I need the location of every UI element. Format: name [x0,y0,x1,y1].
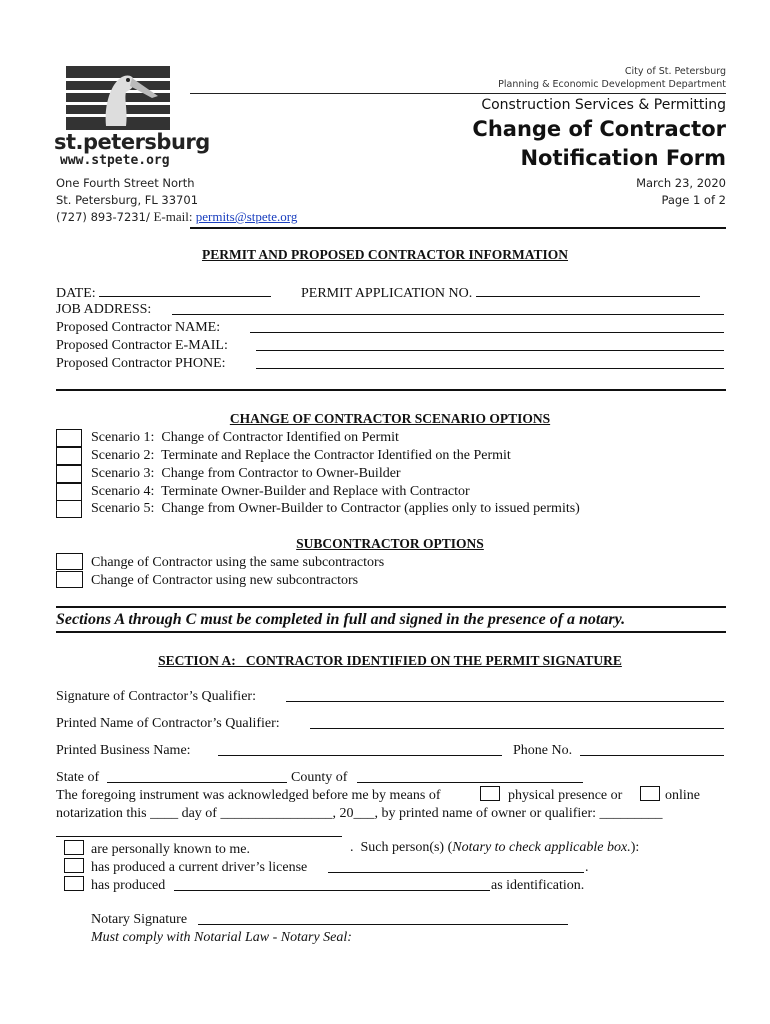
business-phone-label: Phone No. [513,743,573,758]
known-checkbox[interactable] [64,840,84,855]
online-label: online [665,788,700,803]
qualifier-name-field[interactable] [310,716,724,729]
contractor-name-field[interactable] [250,320,724,333]
license-label: has produced a current driver’s license [91,860,308,875]
contractor-phone-field[interactable] [256,356,724,369]
physical-presence-checkbox[interactable] [480,786,500,801]
scenario-3-label: Scenario 3: Change from Contractor to Owner-Builder [91,466,401,481]
department-name: Planning & Economic Development Department [498,79,726,90]
state-label: State of [56,770,100,785]
other-id-label: has produced [91,878,166,893]
physical-presence-label: physical presence or [508,788,623,803]
notarization-text: notarization this ____ day of ________________, 20___, by printed name of owner or qualifier: _________ [56,806,663,821]
scenario-heading: CHANGE OF CONTRACTOR SCENARIO OPTIONS [229,411,551,426]
page-number: Page 1 of 2 [661,193,726,207]
qualifier-name-label: Printed Name of Contractor’s Qualifier: [56,716,280,731]
phone-field-label: Proposed Contractor PHONE: [56,356,226,371]
permit-section-heading: PERMIT AND PROPOSED CONTRACTOR INFORMATION [201,247,569,262]
notary-signature-label: Notary Signature [91,912,188,927]
notary-signature-field[interactable] [198,912,568,925]
scenario-2-checkbox[interactable] [56,447,82,465]
notice-bottom-rule [56,631,726,633]
permit-divider [56,389,726,391]
scenario-4-checkbox[interactable] [56,483,82,501]
permit-no-label: PERMIT APPLICATION NO. [301,286,473,301]
address-line2: St. Petersburg, FL 33701 [56,193,199,207]
known-label: are personally known to me. [91,842,251,857]
date-field[interactable] [99,284,271,297]
business-name-label: Printed Business Name: [56,743,191,758]
state-field[interactable] [107,770,287,783]
qualifier-signature-label: Signature of Contractor’s Qualifier: [56,689,256,704]
permit-no-row [301,284,700,302]
form-date: March 23, 2020 [636,176,726,190]
subcontractor-same-label: Change of Contractor using the same subcontractors [91,555,385,570]
header-divider [190,93,726,94]
email-link[interactable]: permits@stpete.org [195,209,298,224]
job-address-label: JOB ADDRESS: [56,302,152,317]
scenario-3-checkbox[interactable] [56,465,82,483]
job-address-field[interactable] [172,302,724,315]
such-persons-text: . Such person(s) (Notary to check applicable box.): [350,840,640,855]
county-field[interactable] [357,770,583,783]
email-field-label: Proposed Contractor E-MAIL: [56,338,228,353]
division-name: Construction Services & Permitting [481,97,726,113]
license-field[interactable] [328,860,584,873]
subcontractor-heading: SUBCONTRACTOR OPTIONS [296,536,484,551]
other-id-field[interactable] [174,878,490,891]
online-checkbox[interactable] [640,786,660,801]
contact-line [56,209,297,225]
scenario-2-label: Scenario 2: Terminate and Replace the Contractor Identified on the Permit [91,448,511,463]
section-a-heading: SECTION A: CONTRACTOR IDENTIFIED ON THE PERMIT SIGNATURE [158,653,622,668]
address-line1: One Fourth Street North [56,176,195,190]
form-title-line2: Notification Form [520,146,726,170]
job-address-row [56,302,151,318]
contractor-email-field[interactable] [256,338,724,351]
address-divider [190,227,726,229]
logo-name: st.petersburg [54,130,210,154]
owner-qualifier-name-field[interactable] [56,824,342,837]
city-name: City of St. Petersburg [624,66,726,77]
scenario-4-label: Scenario 4: Terminate Owner-Builder and Replace with Contractor [91,484,470,499]
business-name-field[interactable] [218,743,502,756]
scenario-1-label: Scenario 1: Change of Contractor Identified on Permit [91,430,399,445]
license-period: . [585,860,589,875]
permit-no-field[interactable] [476,284,700,297]
subcontractor-new-checkbox[interactable] [56,571,83,588]
pelican-logo-icon [66,66,170,130]
scenario-5-label: Scenario 5: Change from Owner-Builder to Contractor (applies only to issued permits) [91,501,580,516]
email-label: E-mail: [153,209,196,224]
notary-check-instruction: Notary to check applicable box. [452,840,631,855]
city-logo [66,66,170,130]
date-row [56,284,271,302]
other-id-checkbox[interactable] [64,876,84,891]
notice-top-rule [56,606,726,608]
subcontractor-new-label: Change of Contractor using new subcontractors [91,573,359,588]
scenario-5-checkbox[interactable] [56,500,82,518]
notary-law-note: Must comply with Notarial Law - Notary Seal: [91,930,352,945]
qualifier-signature-field[interactable] [286,689,724,702]
name-label: Proposed Contractor NAME: [56,320,221,335]
form-title-line1: Change of Contractor [472,117,726,141]
other-id-suffix: as identification. [491,878,585,893]
scenario-1-checkbox[interactable] [56,429,82,447]
license-checkbox[interactable] [64,858,84,873]
county-label: County of [291,770,348,785]
notary-notice: Sections A through C must be completed in full and signed in the presence of a notary. [56,611,626,628]
subcontractor-same-checkbox[interactable] [56,553,83,570]
date-label: DATE: [56,286,96,301]
logo-url: www.stpete.org [60,153,170,168]
phone-number: (727) 893-7231/ [56,210,154,224]
acknowledgement-text: The foregoing instrument was acknowledged before me by means of [56,788,441,803]
business-phone-field[interactable] [580,743,724,756]
